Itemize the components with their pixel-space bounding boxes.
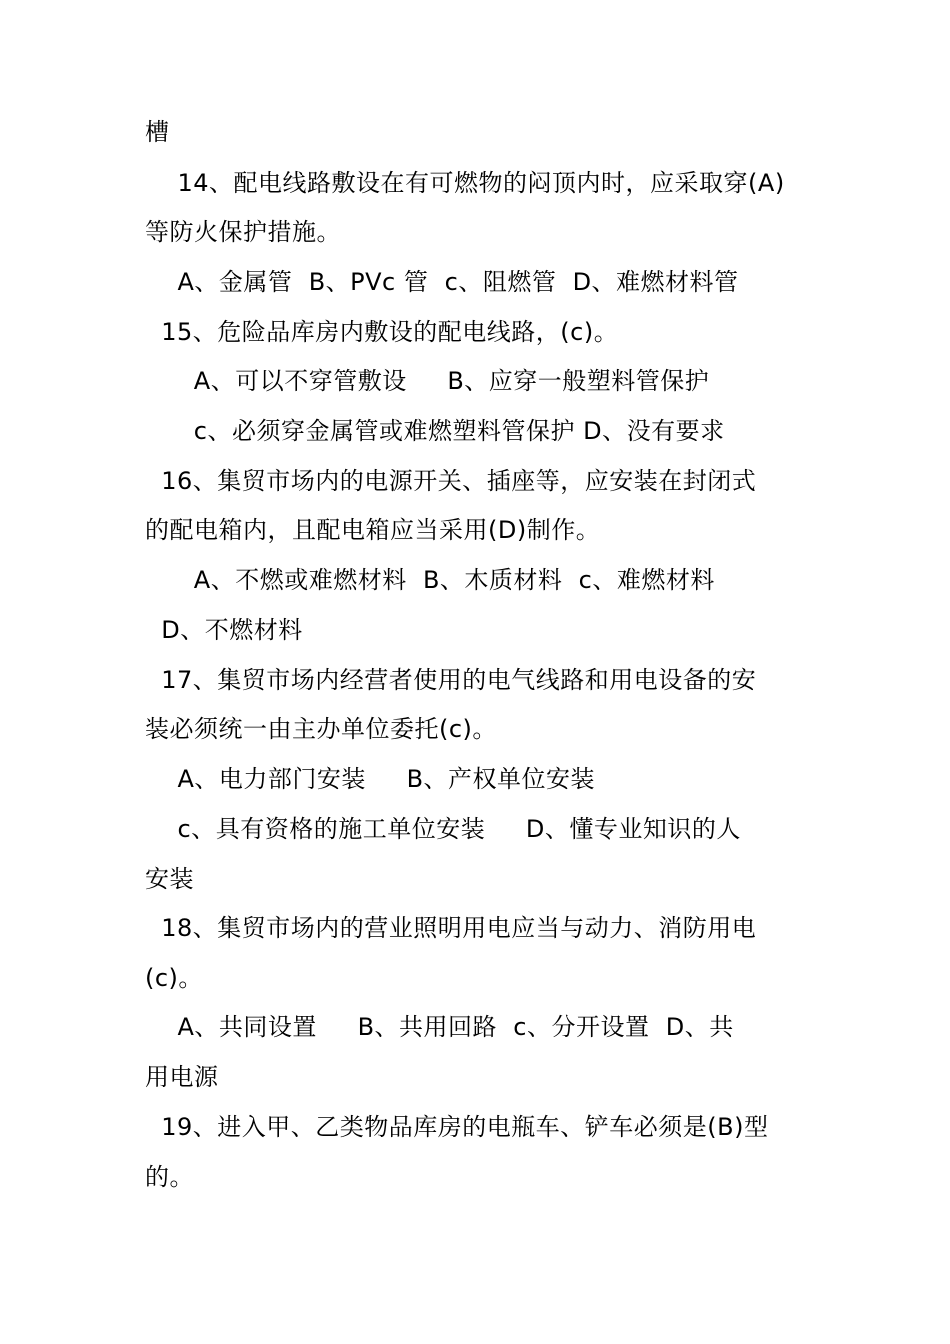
question-15-options-2: c、必须穿金属管或难燃塑料管保护 D、没有要求: [145, 417, 725, 445]
question-18-line-2: (c)。: [145, 964, 203, 992]
question-17-line-1: 17、集贸市场内经营者使用的电气线路和用电设备的安: [145, 666, 757, 694]
question-16-line-1: 16、集贸市场内的电源开关、插座等，应安装在封闭式: [145, 467, 757, 495]
question-18-options-1: A、共同设置 B、共用回路 c、分开设置 D、共: [145, 1013, 734, 1041]
question-15-options-1: A、可以不穿管敷设 B、应穿一般塑料管保护: [145, 367, 710, 395]
question-16-options-1: A、不燃或难燃材料 B、木质材料 c、难燃材料: [145, 566, 715, 594]
question-14-line-2: 等防火保护措施。: [145, 218, 341, 246]
question-18-line-1: 18、集贸市场内的营业照明用电应当与动力、消防用电: [145, 914, 757, 942]
question-16-options-2: D、不燃材料: [145, 616, 303, 644]
question-17-options-1: A、电力部门安装 B、产权单位安装: [145, 765, 596, 793]
question-17-options-2: c、具有资格的施工单位安装 D、懂专业知识的人: [145, 815, 741, 843]
question-19-line-1: 19、进入甲、乙类物品库房的电瓶车、铲车必须是(B)型: [145, 1113, 769, 1141]
question-16-line-2: 的配电箱内，且配电箱应当采用(D)制作。: [145, 516, 601, 544]
question-19-line-2: 的。: [145, 1163, 194, 1191]
question-17-options-3: 安装: [145, 865, 194, 893]
question-17-line-2: 装必须统一由主办单位委托(c)。: [145, 715, 497, 743]
question-18-options-2: 用电源: [145, 1063, 219, 1091]
question-15-line-1: 15、危险品库房内敷设的配电线路，(c)。: [145, 318, 619, 346]
question-14-options: A、金属管 B、PVc 管 c、阻燃管 D、难燃材料管: [145, 268, 739, 296]
question-14-line-1: 14、配电线路敷设在有可燃物的闷顶内时，应采取穿(A): [145, 169, 785, 197]
text-line: 槽: [145, 118, 170, 146]
